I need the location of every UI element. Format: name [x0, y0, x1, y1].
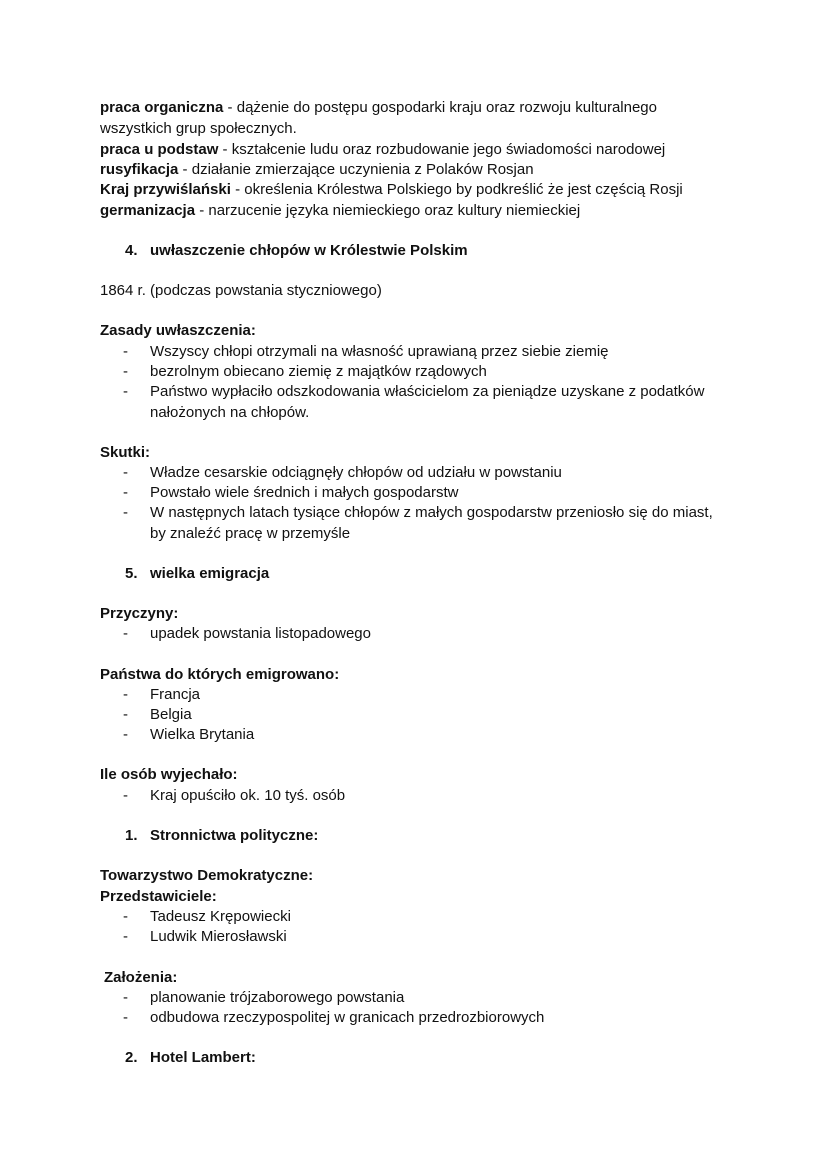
subheading: Założenia:	[104, 969, 178, 986]
definition: praca organiczna - dążenie do postępu gospodarki kraju oraz rozwoju kulturalnego	[100, 99, 657, 116]
bullet-dash: -	[123, 383, 128, 400]
list-item: Władze cesarskie odciągnęły chłopów od udziału w powstaniu	[150, 464, 562, 481]
bullet-dash: -	[123, 484, 128, 501]
bullet-dash: -	[123, 928, 128, 945]
list-item: Kraj opuściło ok. 10 tyś. osób	[150, 787, 346, 804]
list-item: upadek powstania listopadowego	[150, 625, 371, 642]
section-number: 4.	[125, 242, 138, 259]
list-item: Powstało wiele średnich i małych gospodarstw	[150, 484, 459, 501]
bullet-dash: -	[123, 686, 128, 703]
definition: rusyfikacja - działanie zmierzające uczynienia z Polaków Rosjan	[100, 161, 534, 178]
subheading: Towarzystwo Demokratyczne:	[100, 867, 314, 884]
bullet-dash: -	[123, 464, 128, 481]
bullet-dash: -	[123, 706, 128, 723]
definition: praca u podstaw - kształcenie ludu oraz rozbudowanie jego świadomości narodowej	[100, 141, 666, 158]
bullet-dash: -	[123, 989, 128, 1006]
definition: germanizacja - narzucenie języka niemieckiego oraz kultury niemieckiej	[100, 202, 581, 219]
list-item: Wielka Brytania	[150, 726, 255, 743]
bullet-dash: -	[123, 787, 128, 804]
section-heading: Stronnictwa polityczne:	[150, 827, 319, 844]
list-item: odbudowa rzeczypospolitej w granicach przedrozbiorowych	[150, 1009, 545, 1026]
subheading: Zasady uwłaszczenia:	[100, 322, 256, 339]
bullet-dash: -	[123, 504, 128, 521]
bullet-dash: -	[123, 1009, 128, 1026]
subheading: Skutki:	[100, 444, 151, 461]
list-item: bezrolnym obiecano ziemię z majątków rządowych	[150, 363, 487, 380]
list-item-cont: nałożonych na chłopów.	[150, 404, 310, 421]
list-item: Wszyscy chłopi otrzymali na własność uprawianą przez siebie ziemię	[150, 343, 609, 360]
subheading: Ile osób wyjechało:	[100, 766, 238, 783]
bullet-dash: -	[123, 726, 128, 743]
section-heading: Hotel Lambert:	[150, 1049, 256, 1066]
list-item: Francja	[150, 686, 201, 703]
subheading: Przyczyny:	[100, 605, 179, 622]
definition: Kraj przywiślański - określenia Królestwa Polskiego by podkreślić że jest częścią Rosji	[100, 181, 683, 198]
bullet-dash: -	[123, 343, 128, 360]
section-heading: uwłaszczenie chłopów w Królestwie Polskim	[150, 242, 468, 259]
section-heading: wielka emigracja	[150, 565, 270, 582]
list-item: Ludwik Mierosławski	[150, 928, 287, 945]
list-item: Tadeusz Krępowiecki	[150, 908, 291, 925]
section-number: 2.	[125, 1049, 138, 1066]
bullet-dash: -	[123, 625, 128, 642]
definition-cont: wszystkich grup społecznych.	[100, 120, 297, 137]
list-item: Państwo wypłaciło odszkodowania właścicielom za pieniądze uzyskane z podatków	[150, 383, 705, 400]
subheading: Państwa do których emigrowano:	[100, 666, 340, 683]
list-item: Belgia	[150, 706, 192, 723]
section-number: 5.	[125, 565, 138, 582]
subheading: Przedstawiciele:	[100, 888, 217, 905]
bullet-dash: -	[123, 908, 128, 925]
date-text: 1864 r. (podczas powstania styczniowego)	[100, 282, 382, 299]
list-item: planowanie trójzaborowego powstania	[150, 989, 405, 1006]
bullet-dash: -	[123, 363, 128, 380]
section-number: 1.	[125, 827, 138, 844]
list-item: W następnych latach tysiące chłopów z małych gospodarstw przeniosło się do miast,	[150, 504, 713, 521]
list-item-cont: by znaleźć pracę w przemyśle	[150, 525, 351, 542]
